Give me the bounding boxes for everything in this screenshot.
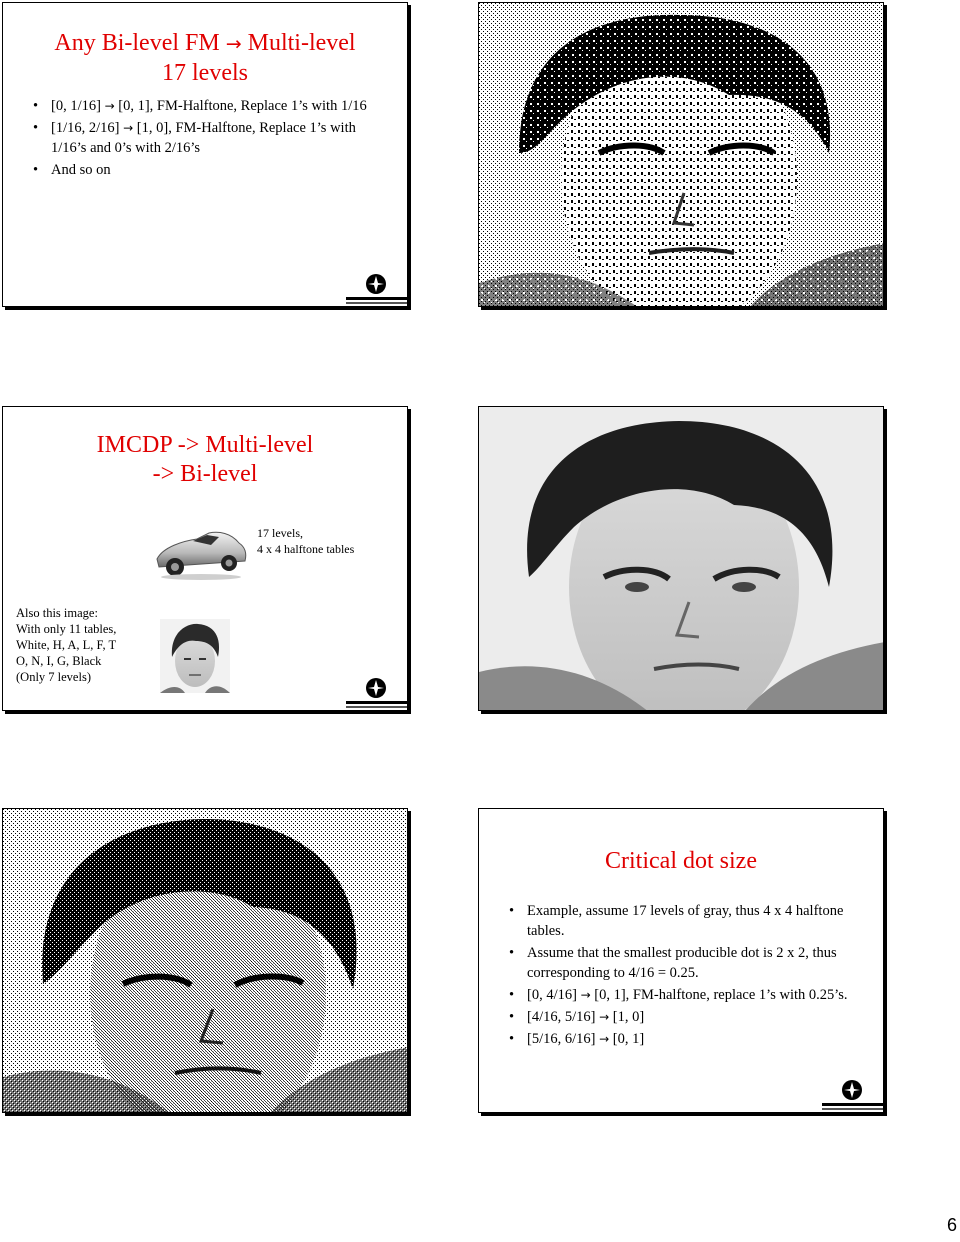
slide-title: [3, 29, 407, 88]
institute-logo: [346, 273, 408, 307]
arrow-right-icon: →: [104, 99, 115, 113]
bullet-list: [29, 96, 379, 182]
note-text: Also this image: With only 11 tables, White, H, A, L, F, T O, N, I, G, Black (Only 7 levels): [16, 606, 117, 684]
slide-critical-dot-size: [478, 808, 884, 1113]
multilevel-portrait: [479, 407, 884, 711]
list-item: • [5/16, 6/16] → [0, 1]: [505, 1029, 860, 1049]
list-item: • And so on: [29, 160, 379, 180]
halftone-portrait-fine: [3, 809, 408, 1113]
list-item: • [4/16, 5/16] → [1, 0]: [505, 1007, 860, 1027]
slide-multilevel-image: [478, 406, 884, 711]
arrow-right-icon: →: [599, 1032, 610, 1046]
institute-seal-icon: [841, 1079, 863, 1101]
list-item: • [0, 4/16] → [0, 1], FM-halftone, replace 1’s with 0.25’s.: [505, 985, 860, 1005]
page-number: 6: [946, 1215, 957, 1235]
title-text: -> Bi-level: [152, 461, 258, 487]
bullet-list: [505, 901, 860, 1051]
title-text: IMCDP -> Multi-level: [96, 432, 314, 458]
slide-title: [3, 431, 407, 489]
arrow-right-icon: →: [580, 988, 591, 1002]
slide-title: Critical dot size: [605, 848, 757, 874]
slide-any-bilevel-fm: [2, 2, 408, 307]
institute-seal-icon: [365, 273, 387, 295]
institute-seal-icon: [365, 677, 387, 699]
slide-fine-halftone-image: [2, 808, 408, 1113]
slide-coarse-halftone-image: [478, 2, 884, 307]
boy-photo-thumbnail: [160, 619, 230, 693]
title-text: Multi-level: [247, 30, 356, 56]
list-item: • [0, 1/16] → [0, 1], FM-Halftone, Replace 1’s with 1/16: [29, 96, 379, 116]
arrow-right-icon: →: [225, 33, 242, 55]
title-subtext: 17 levels: [162, 60, 248, 86]
list-item: • Example, assume 17 levels of gray, thus 4 x 4 halftone tables.: [505, 901, 860, 941]
arrow-right-icon: →: [123, 121, 134, 135]
car-caption: 17 levels, 4 x 4 halftone tables: [257, 526, 355, 556]
slide-imcdp-multilevel: [2, 406, 408, 711]
arrow-right-icon: →: [599, 1010, 610, 1024]
institute-logo: [822, 1079, 884, 1113]
list-item: • [1/16, 2/16] → [1, 0], FM-Halftone, Replace 1’s with 1/16’s and 0’s with 2/16’s: [29, 118, 379, 158]
halftone-portrait-coarse: [479, 3, 884, 307]
car-image: [153, 515, 249, 583]
institute-logo: [346, 677, 408, 711]
title-text: Any Bi-level FM: [54, 30, 220, 56]
list-item: • Assume that the smallest producible dot is 2 x 2, thus corresponding to 4/16 = 0.25.: [505, 943, 860, 983]
